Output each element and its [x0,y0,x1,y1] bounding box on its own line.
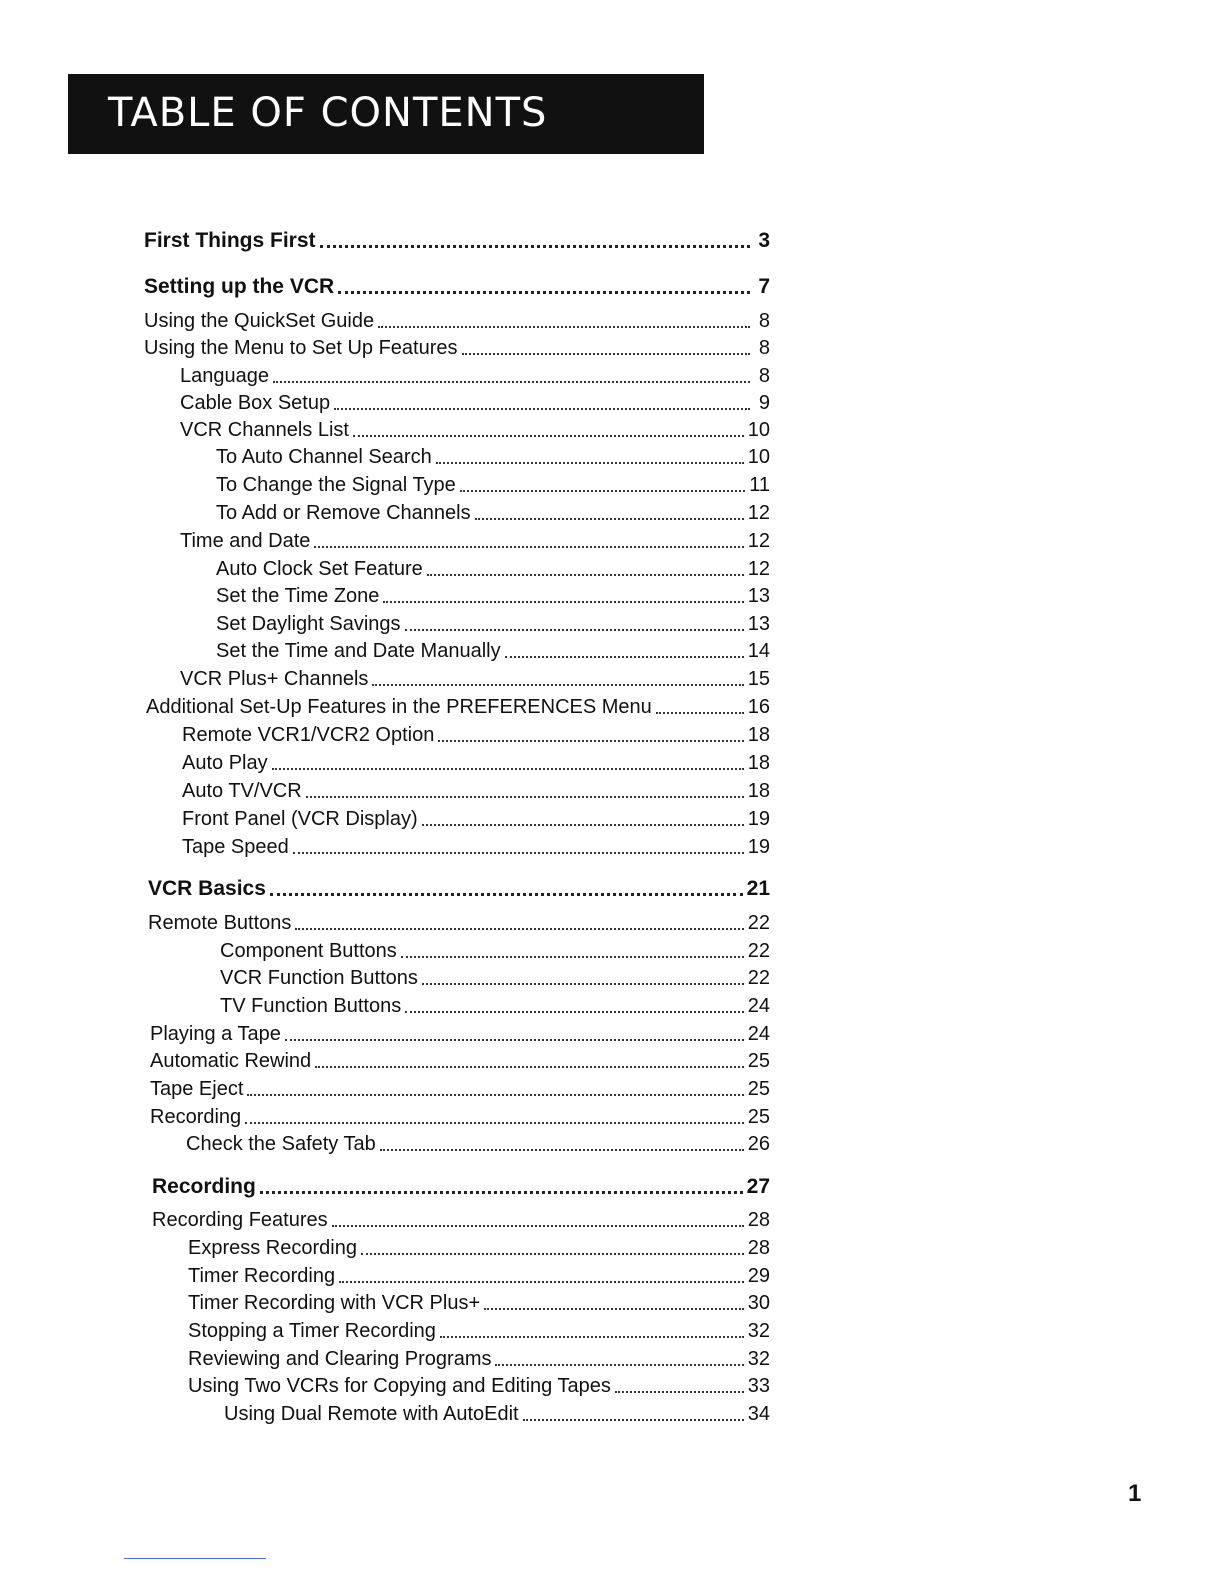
toc-entry[interactable] [188,1346,770,1372]
toc-entry[interactable] [188,1290,770,1316]
toc-entry-label: Automatic Rewind [150,1050,312,1072]
toc-entry[interactable] [216,638,770,664]
toc-entry-page: 21 [746,877,770,900]
toc-entry-page: 7 [758,275,770,298]
dot-leader [460,490,745,492]
toc-entry-label: Auto TV/VCR [182,780,302,802]
dot-leader [315,1066,744,1068]
toc-entry-page: 13 [747,585,770,607]
dot-leader [378,326,750,328]
toc-entry[interactable] [144,335,770,361]
toc-entry-page: 27 [746,1175,770,1198]
toc-entry-label: To Add or Remove Channels [216,502,471,524]
dot-leader [427,574,744,576]
toc-entry-label: Timer Recording with VCR Plus+ [188,1292,481,1314]
dot-leader [353,435,744,437]
toc-entry-page: 8 [758,310,770,332]
dot-leader [260,1191,743,1194]
page-number: 1 [1128,1480,1142,1507]
dot-leader [332,1225,744,1227]
dot-leader [462,353,751,355]
toc-entry-label: Setting up the VCR [144,275,335,298]
toc-entry[interactable] [148,910,770,936]
toc-entry-page: 10 [747,419,770,441]
toc-entry[interactable] [144,308,770,334]
dot-leader [475,518,744,520]
toc-entry[interactable] [216,583,770,609]
dot-leader [334,408,750,410]
toc-entry[interactable] [182,806,770,832]
dot-leader [272,768,744,770]
toc-entry-label: VCR Function Buttons [220,967,418,989]
toc-entry-page: 19 [747,808,770,830]
dot-leader [422,983,744,985]
dot-leader [523,1419,744,1421]
toc-entry-label: To Change the Signal Type [216,474,456,496]
toc-entry-page: 22 [747,912,770,934]
toc-entry[interactable] [188,1373,770,1399]
toc-entry-page: 8 [758,337,770,359]
toc-entry[interactable] [220,938,770,964]
toc-entry-page: 14 [747,640,770,662]
toc-entry-label: Remote VCR1/VCR2 Option [182,724,435,746]
toc-entry[interactable] [144,228,770,254]
dot-leader [422,824,744,826]
dot-leader [440,1336,744,1338]
toc-entry[interactable] [152,1207,770,1233]
dot-leader [615,1391,744,1393]
dot-leader [436,462,744,464]
toc-entry-label: Recording [152,1175,256,1198]
dot-leader [495,1364,743,1366]
dot-leader [270,893,743,896]
footer-divider [124,1558,266,1559]
toc-entry-page: 18 [747,780,770,802]
toc-entry[interactable] [216,556,770,582]
toc-entry-label: Using Two VCRs for Copying and Editing Tapes [188,1375,611,1397]
toc-entry[interactable] [182,722,770,748]
toc-entry-label: Recording [150,1106,242,1128]
toc-entry[interactable] [216,500,770,526]
toc-entry[interactable] [150,1104,770,1130]
toc-entry-page: 28 [747,1237,770,1259]
toc-entry-label: Set Daylight Savings [216,613,401,635]
toc-entry[interactable] [148,876,770,902]
dot-leader [383,601,743,603]
toc-entry-label: Remote Buttons [148,912,292,934]
dot-leader [339,1281,744,1283]
toc-entry-page: 28 [747,1209,770,1231]
page-title: TABLE OF CONTENTS [108,90,548,136]
dot-leader [295,928,743,930]
toc-entry-page: 32 [747,1348,770,1370]
toc-entry[interactable] [150,1076,770,1102]
toc-entry[interactable] [220,993,770,1019]
toc-entry-page: 25 [747,1050,770,1072]
toc-entry[interactable] [180,528,770,554]
toc-entry[interactable] [186,1131,770,1157]
toc-entry-page: 11 [749,474,770,496]
toc-entry[interactable] [216,472,770,498]
dot-leader [320,245,750,248]
toc-entry-label: Using Dual Remote with AutoEdit [224,1403,519,1425]
toc-entry-page: 29 [747,1265,770,1287]
toc-entry[interactable] [150,1048,770,1074]
toc-entry-page: 8 [758,365,770,387]
toc-entry-label: Express Recording [188,1237,357,1259]
dot-leader [484,1308,744,1310]
toc-entry-label: To Auto Channel Search [216,446,432,468]
toc-entry-label: First Things First [144,229,316,252]
toc-entry-page: 22 [747,940,770,962]
dot-leader [245,1122,744,1124]
toc-entry[interactable] [144,274,770,300]
toc-entry[interactable] [150,1021,770,1047]
toc-entry-label: Auto Play [182,752,268,774]
toc-entry[interactable] [216,611,770,637]
dot-leader [405,629,744,631]
toc-entry-page: 25 [747,1106,770,1128]
toc-entry-label: VCR Plus+ Channels [180,668,369,690]
dot-leader [372,684,743,686]
toc-entry-label: VCR Channels List [180,419,349,441]
toc-entry-page: 16 [747,696,770,718]
dot-leader [247,1094,743,1096]
dot-leader [273,381,750,383]
toc-entry-label: Tape Eject [150,1078,244,1100]
toc-entry[interactable] [152,1174,770,1200]
toc-entry-label: TV Function Buttons [220,995,402,1017]
toc-entry-page: 34 [747,1403,770,1425]
toc-entry-page: 3 [758,229,770,252]
dot-leader [314,546,743,548]
toc-entry-label: Time and Date [180,530,311,552]
toc-entry[interactable] [180,417,770,443]
toc-entry-label: Stopping a Timer Recording [188,1320,436,1342]
dot-leader [401,956,744,958]
toc-entry[interactable] [216,444,770,470]
toc-entry[interactable] [224,1401,770,1427]
toc-entry-label: Set the Time Zone [216,585,380,607]
toc-entry[interactable] [180,363,770,389]
toc-entry-page: 30 [747,1292,770,1314]
toc-entry[interactable] [220,965,770,991]
dot-leader [361,1253,744,1255]
dot-leader [338,291,750,294]
dot-leader [405,1011,744,1013]
toc-entry-label: Cable Box Setup [180,392,331,414]
toc-entry-page: 33 [747,1375,770,1397]
toc-entry-page: 9 [758,392,770,414]
toc-entry-page: 12 [747,530,770,552]
toc-entry-label: Component Buttons [220,940,397,962]
toc-entry[interactable] [180,666,770,692]
toc-entry-label: Using the QuickSet Guide [144,310,375,332]
toc-entry-page: 24 [747,1023,770,1045]
toc-entry-label: Using the Menu to Set Up Features [144,337,458,359]
toc-entry-page: 19 [747,836,770,858]
toc-entry-page: 18 [747,752,770,774]
dot-leader [293,852,744,854]
toc-entry-page: 12 [747,502,770,524]
toc-entry[interactable] [146,694,770,720]
toc-entry-page: 32 [747,1320,770,1342]
toc-entry-label: Front Panel (VCR Display) [182,808,418,830]
dot-leader [285,1039,744,1041]
toc-entry-page: 22 [747,967,770,989]
toc-entry[interactable] [182,750,770,776]
dot-leader [306,796,744,798]
dot-leader [380,1149,744,1151]
dot-leader [438,740,743,742]
toc-entry-page: 10 [747,446,770,468]
toc-entry-page: 18 [747,724,770,746]
toc-entry-label: Timer Recording [188,1265,336,1287]
toc-entry-label: Auto Clock Set Feature [216,558,423,580]
toc-entry-label: VCR Basics [148,877,266,900]
toc-entry-label: Recording Features [152,1209,328,1231]
toc-entry-page: 24 [747,995,770,1017]
toc-entry-label: Language [180,365,269,387]
toc-entry-label: Playing a Tape [150,1023,281,1045]
toc-entry-page: 12 [747,558,770,580]
toc-entry-page: 26 [747,1133,770,1155]
toc-entry[interactable] [182,778,770,804]
toc-entry-label: Additional Set-Up Features in the PREFERENCES Menu [146,696,652,718]
toc-entry-page: 15 [747,668,770,690]
dot-leader [656,712,744,714]
toc-entry[interactable] [188,1263,770,1289]
toc-entry[interactable] [180,390,770,416]
toc-entry-label: Reviewing and Clearing Programs [188,1348,492,1370]
toc-entry-label: Check the Safety Tab [186,1133,376,1155]
toc-entry-page: 25 [747,1078,770,1100]
toc-entry[interactable] [182,834,770,860]
toc-entry-label: Set the Time and Date Manually [216,640,501,662]
toc-entry[interactable] [188,1318,770,1344]
toc-entry-label: Tape Speed [182,836,289,858]
dot-leader [505,656,744,658]
toc-entry[interactable] [188,1235,770,1261]
toc-entry-page: 13 [747,613,770,635]
header-banner [68,74,704,154]
